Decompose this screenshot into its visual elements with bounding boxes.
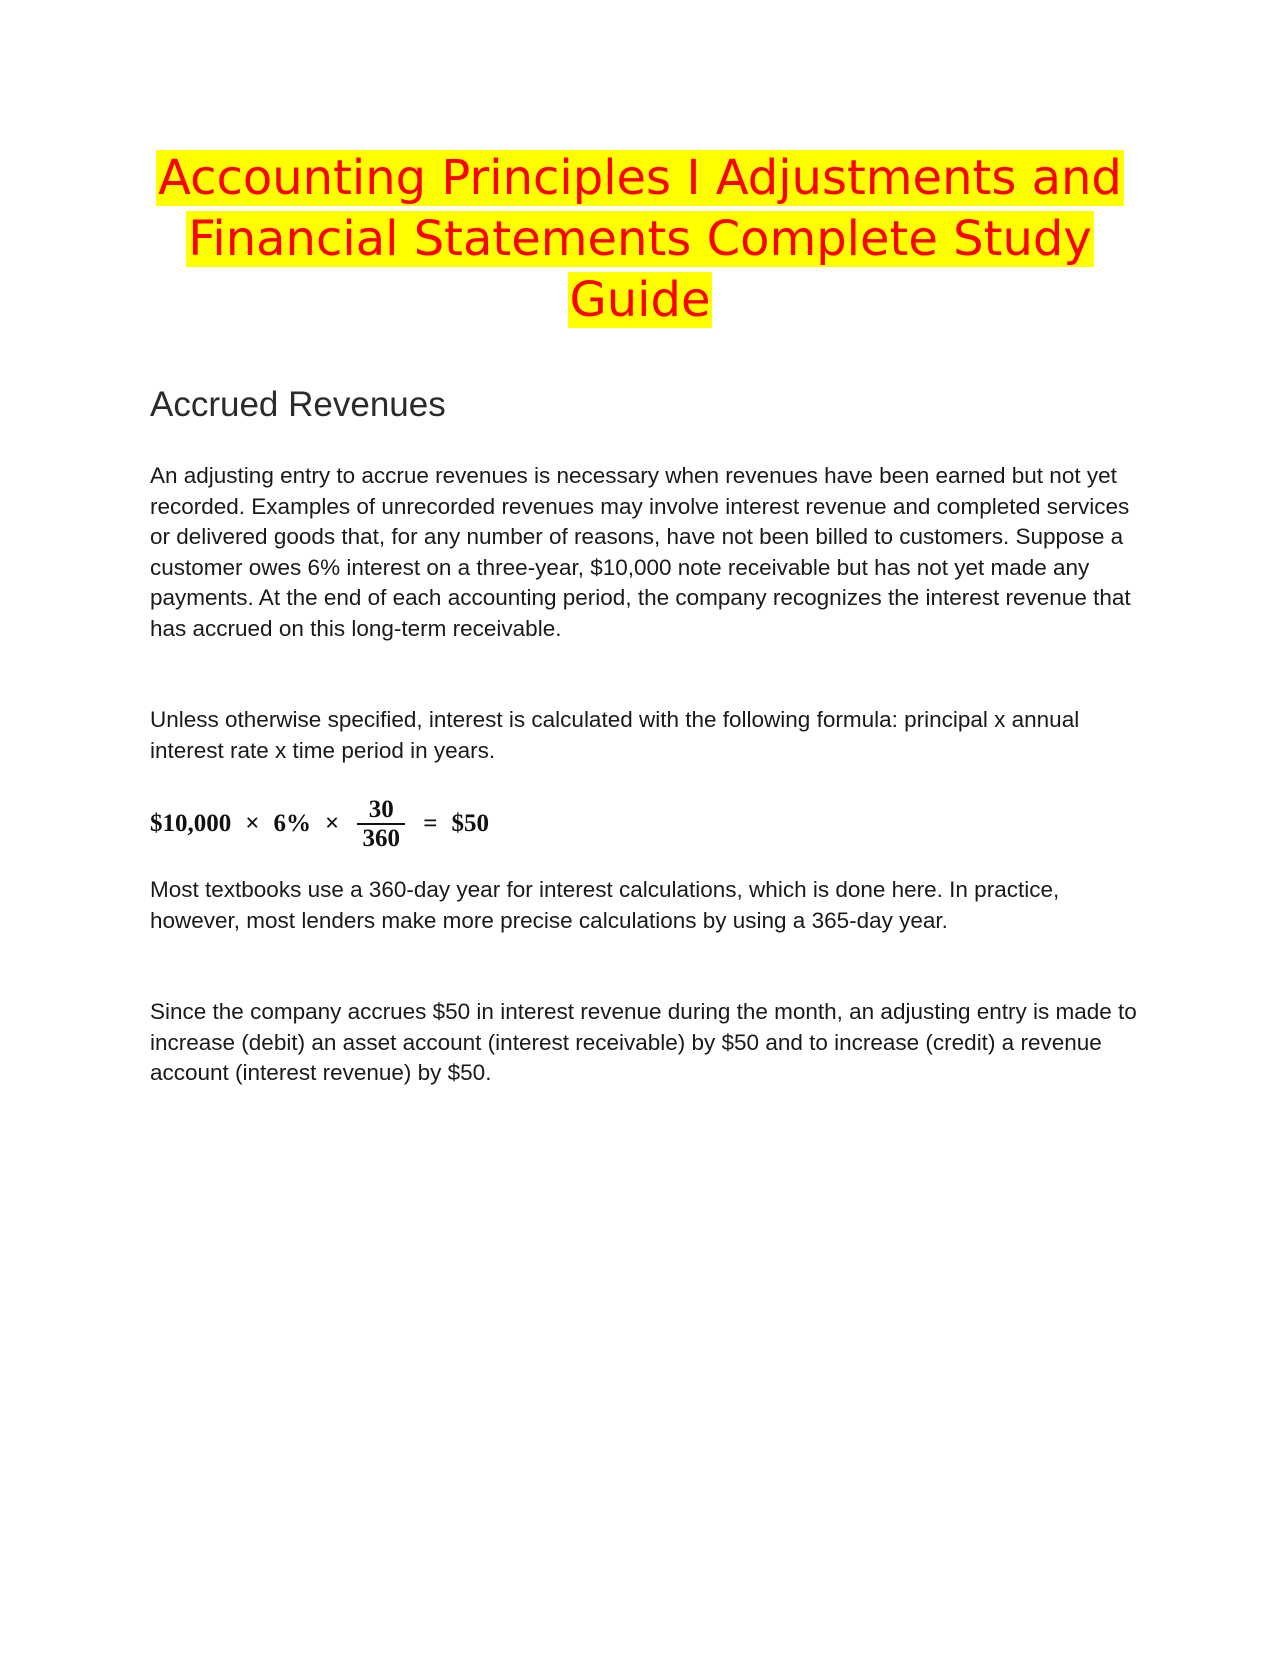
document-title — [140, 148, 1140, 331]
paragraph-360-day-year: Most textbooks use a 360-day year for interest calculations, which is done here. In practice, however, most lenders make more precise calculations by using a 365-day year. — [150, 877, 1060, 933]
paragraph-interest-formula-intro: Unless otherwise specified, interest is calculated with the following formula: principal x annual interest rate x time period in years. — [150, 707, 1080, 763]
formula-multiply-sign: × — [245, 810, 260, 837]
title-highlight: Accounting Principles I Adjustments and Financial Statements Complete Study Guide — [158, 150, 1122, 328]
formula-numerator: 30 — [368, 796, 394, 823]
paragraph-adjusting-entry: Since the company accrues $50 in interest revenue during the month, an adjusting entry is made to increase (debit) an asset account (interest receivable) by $50 and to increase (credit) a revenue account (interest revenue) by $50. — [150, 999, 1137, 1086]
section-heading: Accrued Revenues — [150, 385, 446, 424]
formula-principal: $10,000 — [150, 810, 232, 837]
interest-formula — [150, 794, 489, 854]
paragraph-accrued-revenues-intro: An adjusting entry to accrue revenues is necessary when revenues have been earned but not yet recorded. Examples of unrecorded revenues may involve interest revenue and completed services or delivered goods that, for any number of reasons, have not been billed to customers. Suppose a customer owes 6% interest on a three-year, $10,000 note receivable but has not yet made any payments. At the end of each accounting period, the company recognizes the interest revenue that has accrued on this long-term receivable. — [150, 463, 1131, 641]
formula-rate: 6% — [273, 810, 311, 837]
formula-multiply-sign: × — [325, 810, 340, 837]
formula-fraction — [357, 797, 405, 851]
formula-result: $50 — [451, 810, 489, 837]
formula-denominator: 360 — [362, 825, 400, 852]
formula-equals-sign: = — [423, 810, 438, 837]
